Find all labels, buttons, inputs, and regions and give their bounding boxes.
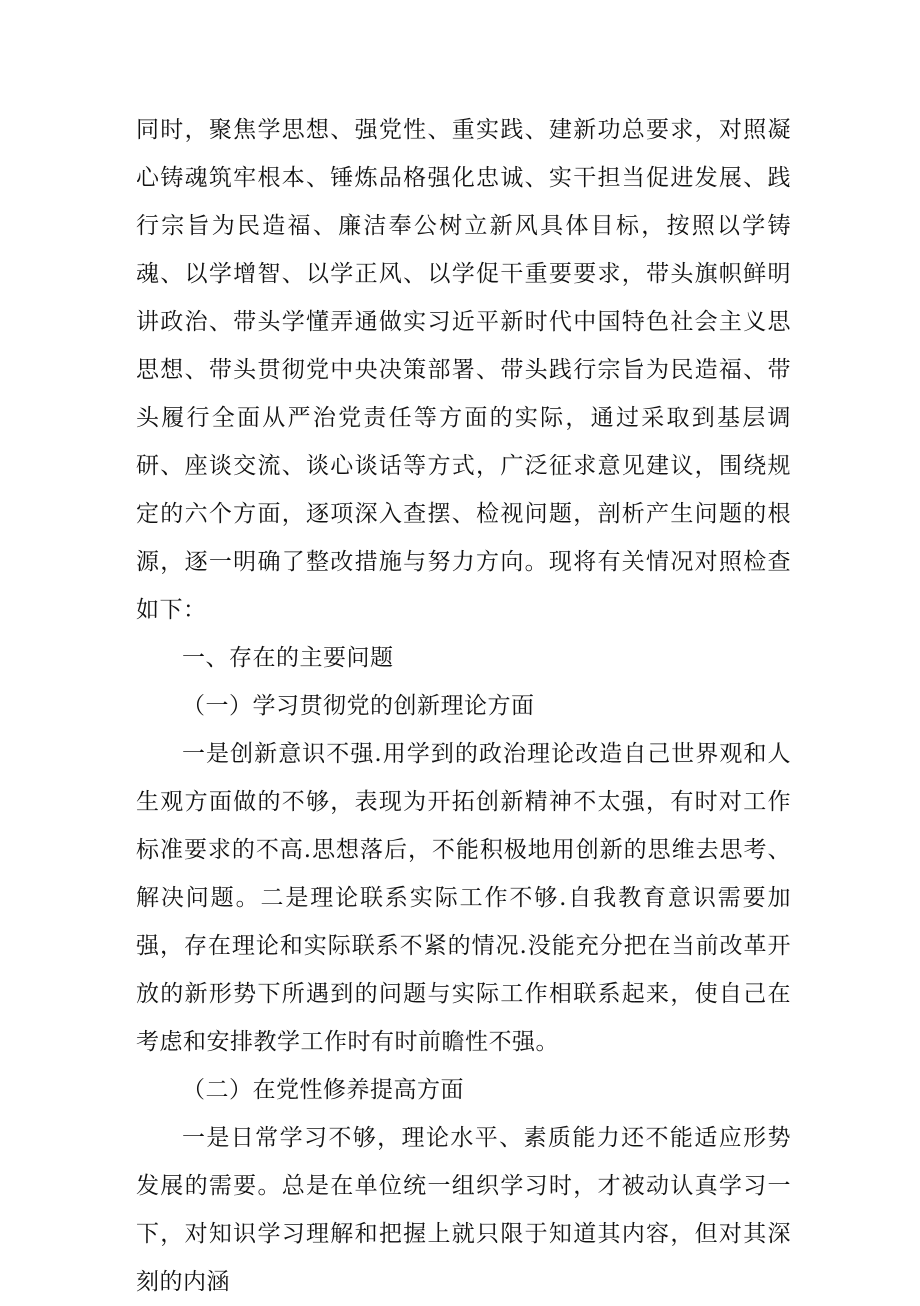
intro-paragraph: 同时，聚焦学思想、强党性、重实践、建新功总要求，对照凝心铸魂筑牢根本、锤炼品格强化忠诚、实干担当促进发展、践行宗旨为民造福、廉洁奉公树立新风具体目标，按照以学铸魂、以学增智、以学正风、以学促干重要要求，带头旗帜鲜明讲政治、带头学懂弄通做实习近平新时代中国特色社会主义思思想、带头贯彻党中央决策部署、带头践行宗旨为民造福、带头履行全面从严治党责任等方面的实际，通过采取到基层调研、座谈交流、谈心谈话等方式，广泛征求意见建议，围绕规定的六个方面，逐项深入查摆、检视问题，剖析产生问题的根源，逐一明确了整改措施与努力方向。现将有关情况对照检查如下： — [136, 117, 791, 623]
theory-study-paragraph: 一是创新意识不强.用学到的政治理论改造自己世界观和人生观方面做的不够，表现为开拓创新精神不太强，有时对工作标准要求的不高.思想落后，不能积极地用创新的思维去思考、解决问题。二是理论联系实际工作不够.自我教育意识需要加强，存在理论和实际联系不紧的情况.没能充分把在当前改革开放的新形势下所遇到的问题与实际工作相联系起来，使自己在考虑和安排教学工作时有时前瞻性不强。 — [136, 741, 791, 1055]
subsection-heading-party-spirit: （二）在党性修养提高方面 — [182, 1077, 464, 1103]
document-body — [136, 106, 791, 1306]
section-heading-main-problems: 一、存在的主要问题 — [182, 645, 394, 671]
subsection-heading-theory-study: （一）学习贯彻党的创新理论方面 — [182, 693, 535, 719]
party-spirit-paragraph: 一是日常学习不够，理论水平、素质能力还不能适应形势发展的需要。总是在单位统一组织学习时，才被动认真学习一下，对知识学习理解和把握上就只限于知道其内容，但对其深刻的内涵 — [136, 1125, 791, 1295]
